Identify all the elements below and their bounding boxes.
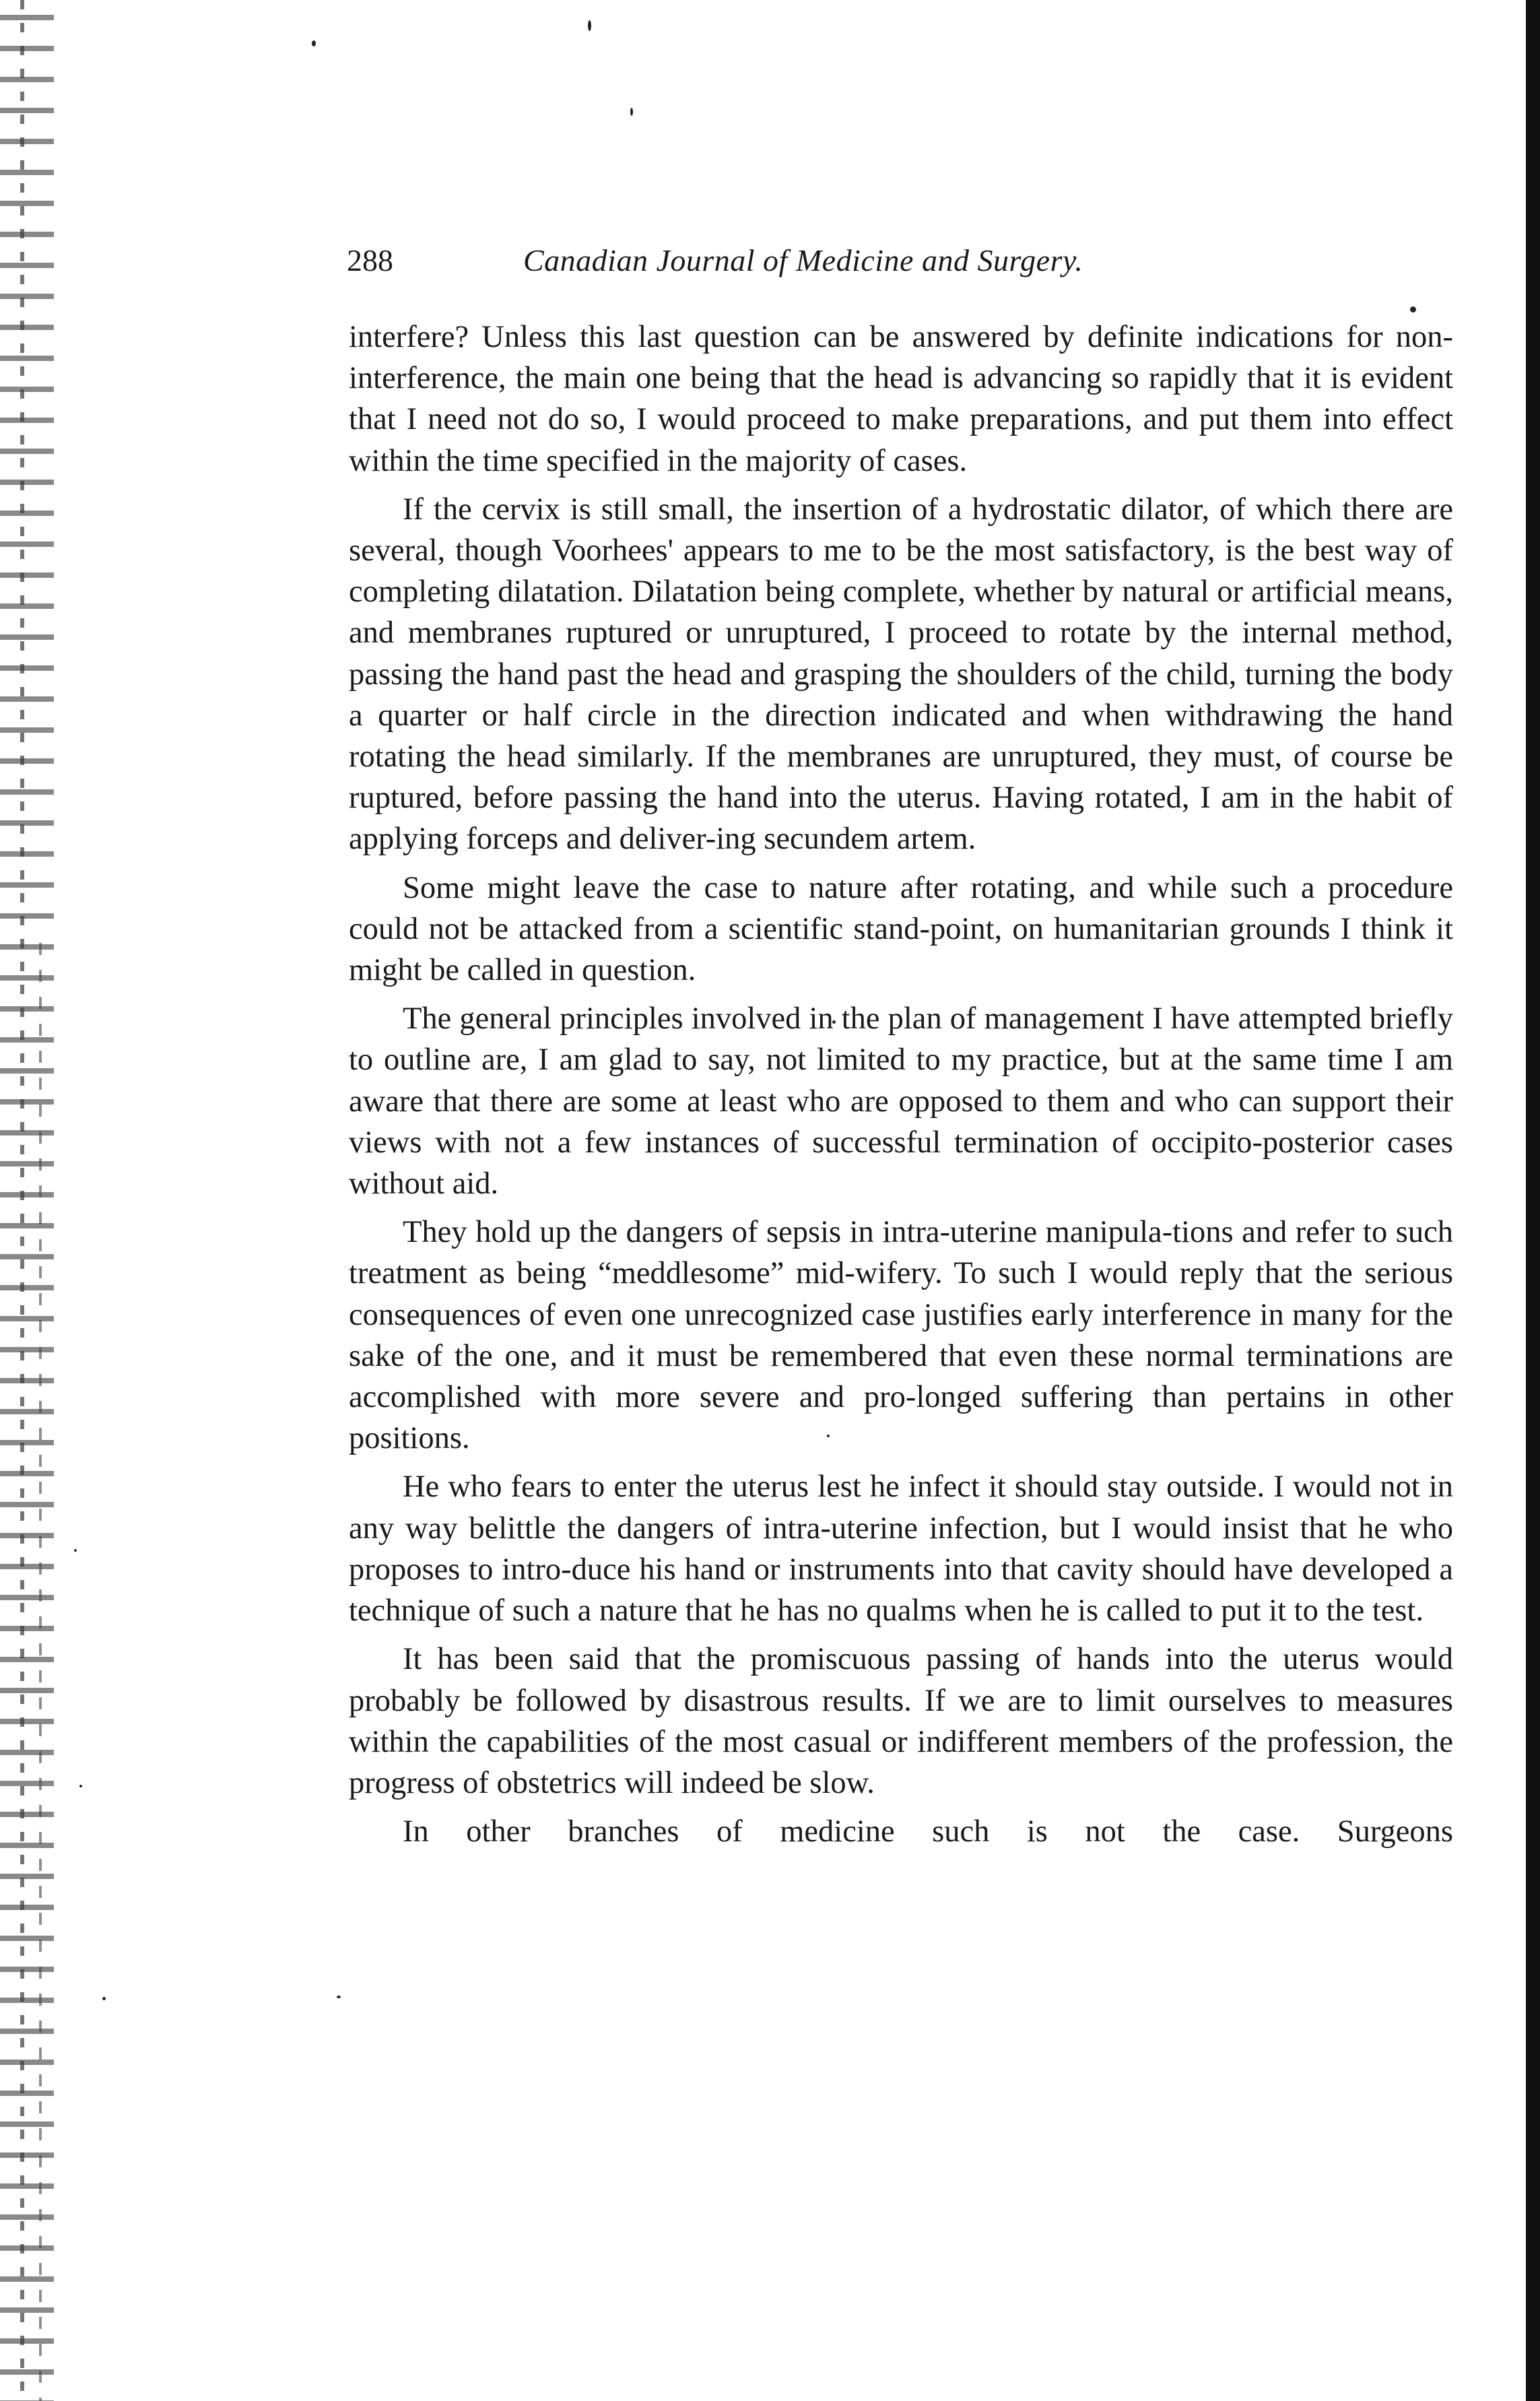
paragraph: The general principles involved in the plan of management I have attempted briefly to outline are, I am glad to say, not limited to my practice, but at the same time I am aware that there are some at least who are opposed to them and who can support their views with not a few instances of successful termination of occipito-posterior cases without aid. (349, 1001, 1453, 1202)
scan-speck (102, 1997, 106, 2000)
scan-speck (630, 108, 633, 116)
paragraph: He who fears to enter the uterus lest he infect it should stay outside. I would not in any way belittle the dangers of intra-uterine infection, but I would insist that he who proposes to intro-duce his hand or instruments into that cavity should have developed a technique of such a nature that he has no qualms when he is called to put it to the test. (349, 1470, 1453, 1629)
article-body (349, 317, 1453, 1852)
paragraph: They hold up the dangers of sepsis in intra-uterine manipula-tions and refer to such treatment as being “meddlesome” mid-wifery. To such I would reply that the serious consequences of even one unrecognized case justifies early interference in many for the sake of the one, and it must be remembered that even these normal terminations are accomplished with more severe and pro-longed suffering than pertains in other positions. (349, 1215, 1453, 1456)
scan-speck (588, 20, 591, 31)
paragraph: It has been said that the promiscuous passing of hands into the uterus would probably be followed by disastrous results. If we are to limit ourselves to measures within the capabilities of the most casual or indifferent members of the profession, the progress of obstetrics will indeed be slow. (349, 1642, 1453, 1800)
binding-edge-artifact (39, 943, 42, 2401)
scan-speck (312, 40, 316, 46)
right-border-artifact (1522, 0, 1540, 2401)
scan-speck (79, 1785, 82, 1787)
scan-speck (74, 1549, 77, 1552)
paragraph: If the cervix is still small, the insertion of a hydrostatic dilator, of which there are several, though Voorhees' appears to me to be the most satisfactory, is the best way of completing dilatation. Dilatation being complete, whether by natural or artificial means, and membranes ruptured or unruptured, I proceed to rotate by the internal method, passing the hand past the head and grasping the shoulders of the child, turning the body a quarter or half circle in the direction indicated and when withdrawing the hand rotating the head similarly. If the membranes are unruptured, they must, of course be ruptured, before passing the hand into the uterus. Having rotated, I am in the habit of applying forceps and deliver-ing secundem artem. (349, 492, 1453, 857)
paragraph: Some might leave the case to nature after rotating, and while such a procedure could not be attacked from a scientific stand-point, on humanitarian grounds I think it might be called in question. (349, 870, 1453, 988)
page-number: 288 (347, 243, 393, 277)
binding-edge-artifact (20, 0, 24, 2401)
binding-edge-artifact (0, 0, 54, 2401)
paragraph: In other branches of medicine such is not the case. Surgeons (403, 1814, 1453, 1849)
scan-speck (1410, 306, 1416, 313)
scan-speck (337, 1996, 341, 1998)
paragraph: interfere? Unless this last question can be answered by definite indications for non-interference, the main one being that the head is advancing so rapidly that it is evident that I need not do so, I would proceed to make preparations, and put them into effect within the time specified in the majority of cases. (349, 320, 1453, 478)
journal-title: Canadian Journal of Medicine and Surgery. (523, 243, 1083, 277)
running-header (347, 237, 1451, 284)
